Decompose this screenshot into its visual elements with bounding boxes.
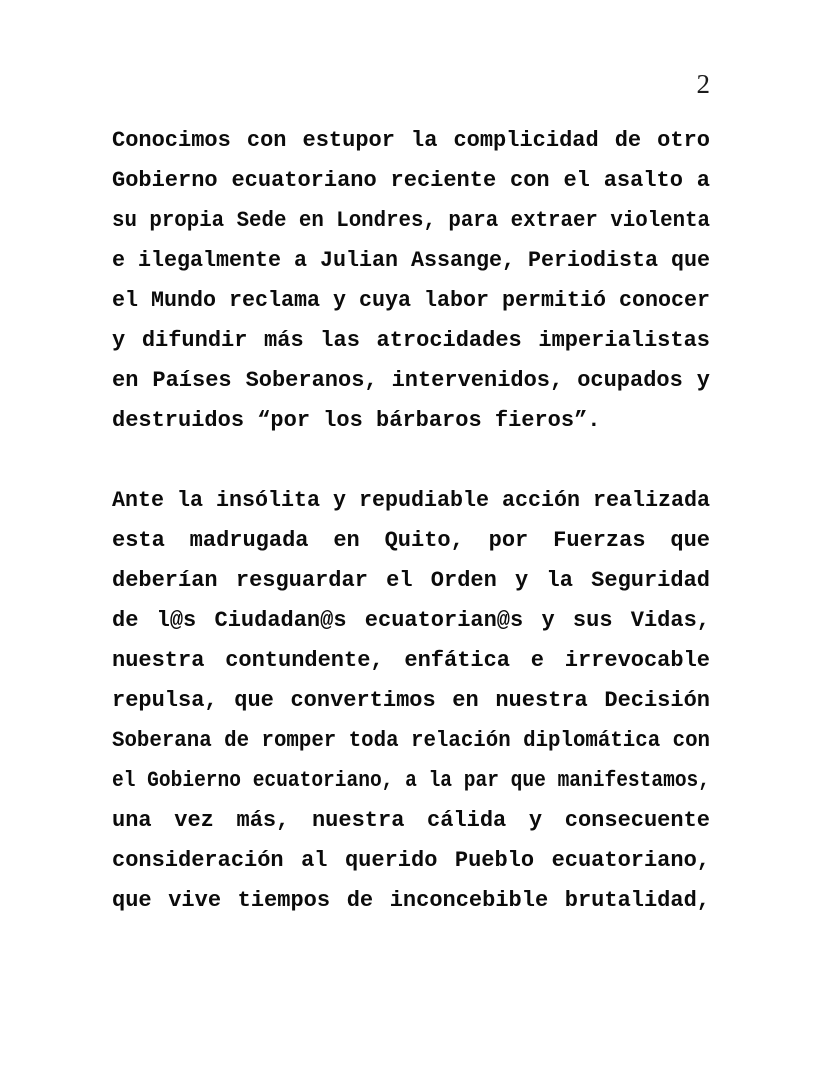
text-line bbox=[112, 281, 710, 321]
paragraph-1 bbox=[112, 121, 710, 441]
text-line-content: Conocimos con estupor la complicidad de otro bbox=[112, 128, 710, 153]
text-line bbox=[112, 361, 710, 401]
text-line-content: consideración al querido Pueblo ecuatoriano, bbox=[112, 848, 710, 873]
text-line bbox=[112, 681, 710, 721]
text-line-content: en Países Soberanos, intervenidos, ocupados y bbox=[112, 368, 710, 393]
text-line-content: Gobierno ecuatoriano reciente con el asalto a bbox=[112, 168, 710, 193]
text-line bbox=[112, 241, 710, 281]
text-line-content: destruidos “por los bárbaros fieros”. bbox=[112, 408, 601, 433]
text-line bbox=[112, 801, 710, 841]
text-line bbox=[112, 841, 710, 881]
text-line-content: de l@s Ciudadan@s ecuatorian@s y sus Vidas, bbox=[112, 608, 710, 633]
text-line-content: deberían resguardar el Orden y la Seguridad bbox=[112, 568, 710, 593]
page-body bbox=[112, 121, 710, 961]
text-line bbox=[112, 401, 710, 441]
text-line-content: una vez más, nuestra cálida y consecuente bbox=[112, 808, 710, 833]
text-line bbox=[112, 321, 710, 361]
text-line bbox=[112, 561, 710, 601]
text-line-content: nuestra contundente, enfática e irrevocable bbox=[112, 648, 710, 673]
text-line-content: el Gobierno ecuatoriano, a la par que manifestamos, bbox=[112, 768, 710, 793]
text-line-content: esta madrugada en Quito, por Fuerzas que bbox=[112, 528, 710, 553]
text-line-content: que vive tiempos de inconcebible brutalidad, bbox=[112, 888, 710, 913]
page-number: 2 bbox=[696, 69, 710, 99]
text-line bbox=[112, 481, 710, 521]
text-line bbox=[112, 641, 710, 681]
text-line bbox=[112, 161, 710, 201]
text-line bbox=[112, 761, 710, 801]
text-line-content: su propia Sede en Londres, para extraer violenta bbox=[112, 208, 710, 233]
text-line bbox=[112, 721, 710, 761]
text-line-content: Soberana de romper toda relación diplomática con bbox=[112, 728, 710, 753]
text-line-content: el Mundo reclama y cuya labor permitió conocer bbox=[112, 288, 710, 313]
text-line bbox=[112, 521, 710, 561]
text-line-content: repulsa, que convertimos en nuestra Decisión bbox=[112, 688, 710, 713]
text-line-content: Ante la insólita y repudiable acción realizada bbox=[112, 488, 710, 513]
text-line bbox=[112, 201, 710, 241]
text-line bbox=[112, 121, 710, 161]
text-line-content: e ilegalmente a Julian Assange, Periodista que bbox=[112, 248, 710, 273]
text-line bbox=[112, 881, 710, 921]
text-line bbox=[112, 601, 710, 641]
text-line-content: y difundir más las atrocidades imperialistas bbox=[112, 328, 710, 353]
paragraph-2 bbox=[112, 481, 710, 921]
